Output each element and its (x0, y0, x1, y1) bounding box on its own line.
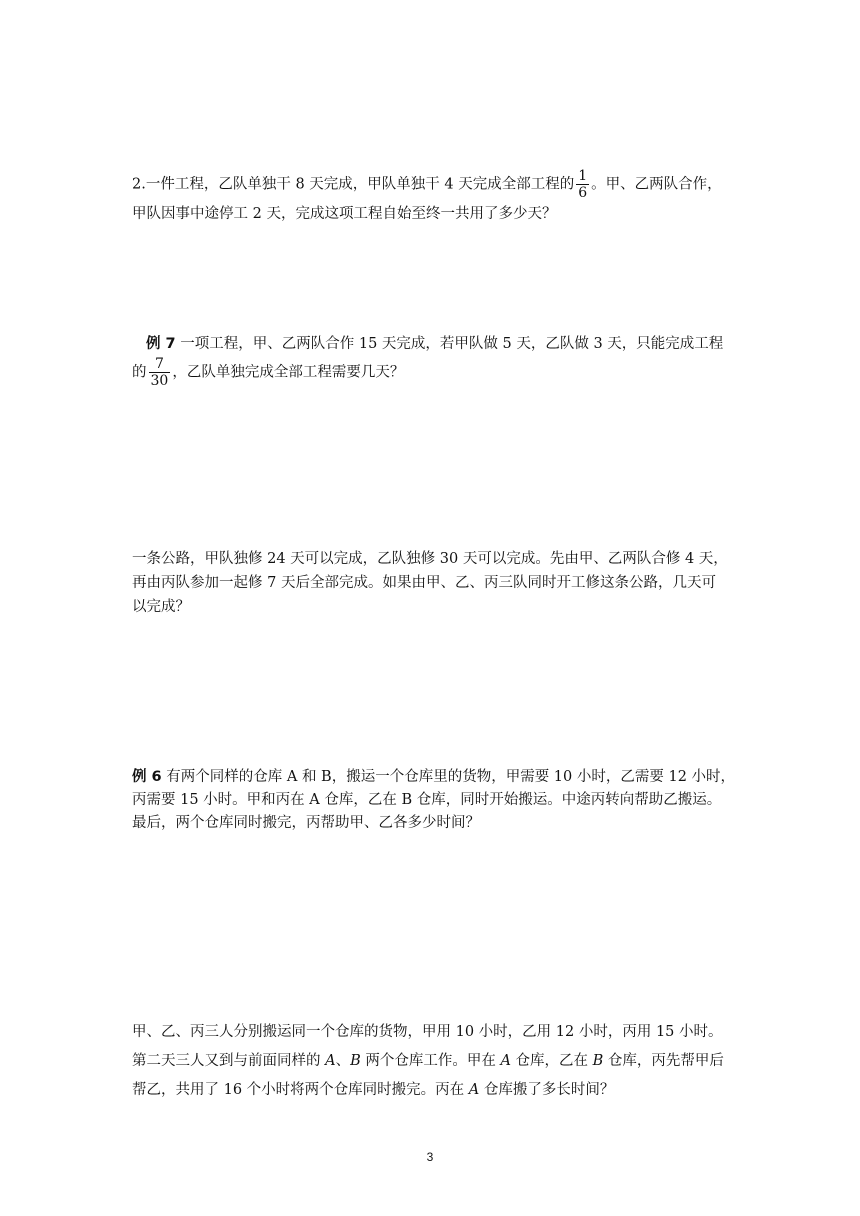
problem-2-line-2: 甲队因事中途停工 2 天，完成这项工程自始至终一共用了多少天？ (132, 206, 557, 222)
example-6 (132, 766, 736, 835)
road-problem-line-1: 一条公路，甲队独修 24 天可以完成，乙队独修 30 天可以完成。先由甲、乙两队合修 4 天， (132, 551, 728, 567)
example-7-line-2: 的 $\frac{7}{30}$ ，乙队单独完成全部工程需要几天？ (132, 356, 405, 389)
warehouse-problem (132, 1018, 732, 1105)
example-6-line-2: 丙需要 15 小时。甲和丙在 A 仓库，乙在 B 仓库，同时开始搬运。中途丙转向帮助乙搬运。 (132, 792, 722, 808)
fraction-seven-thirtieths: $\frac{7}{30}$ (150, 356, 169, 389)
fraction-one-sixth: $\frac{1}{6}$ (578, 168, 588, 201)
example-6-line-1: 例 6 有两个同样的仓库 A 和 B，搬运一个仓库里的货物，甲需要 10 小时，乙需要 12 小时， (132, 769, 736, 785)
example-7-label: 例 7 (146, 336, 176, 352)
road-problem (132, 547, 732, 619)
page-number: 3 (426, 1150, 434, 1164)
example-6-label: 例 6 (132, 769, 162, 785)
example-6-line-3: 最后，两个仓库同时搬完，丙帮助甲、乙各多少时间？ (132, 815, 480, 831)
road-problem-line-3: 以完成？ (132, 599, 190, 615)
warehouse-problem-line-3: 帮乙，共用了 16 个小时将两个仓库同时搬完。丙在 A 仓库搬了多长时间？ (132, 1082, 615, 1098)
warehouse-problem-line-2: 第二天三人又到与前面同样的 A、B 两个仓库工作。甲在 A 仓库，乙在 B 仓库，丙先帮甲后 (132, 1053, 724, 1069)
problem-2 (132, 168, 732, 227)
example-7 (132, 332, 732, 389)
warehouse-problem-line-1: 甲、乙、丙三人分别搬运同一个仓库的货物，甲用 10 小时，乙用 12 小时，丙用 15 小时。 (132, 1024, 723, 1040)
problem-2-line-1: 2.一件工程，乙队单独干 8 天完成，甲队单独干 4 天完成全部工程的 $\frac{1}{6}$ 。甲、乙两队合作， (132, 168, 722, 201)
road-problem-line-2: 再由丙队参加一起修 7 天后全部完成。如果由甲、乙、丙三队同时开工修这条公路，几天可 (132, 575, 716, 591)
example-7-line-1: 例 7 一项工程，甲、乙两队合作 15 天完成，若甲队做 5 天，乙队做 3 天，只能完成工程 (146, 336, 724, 352)
